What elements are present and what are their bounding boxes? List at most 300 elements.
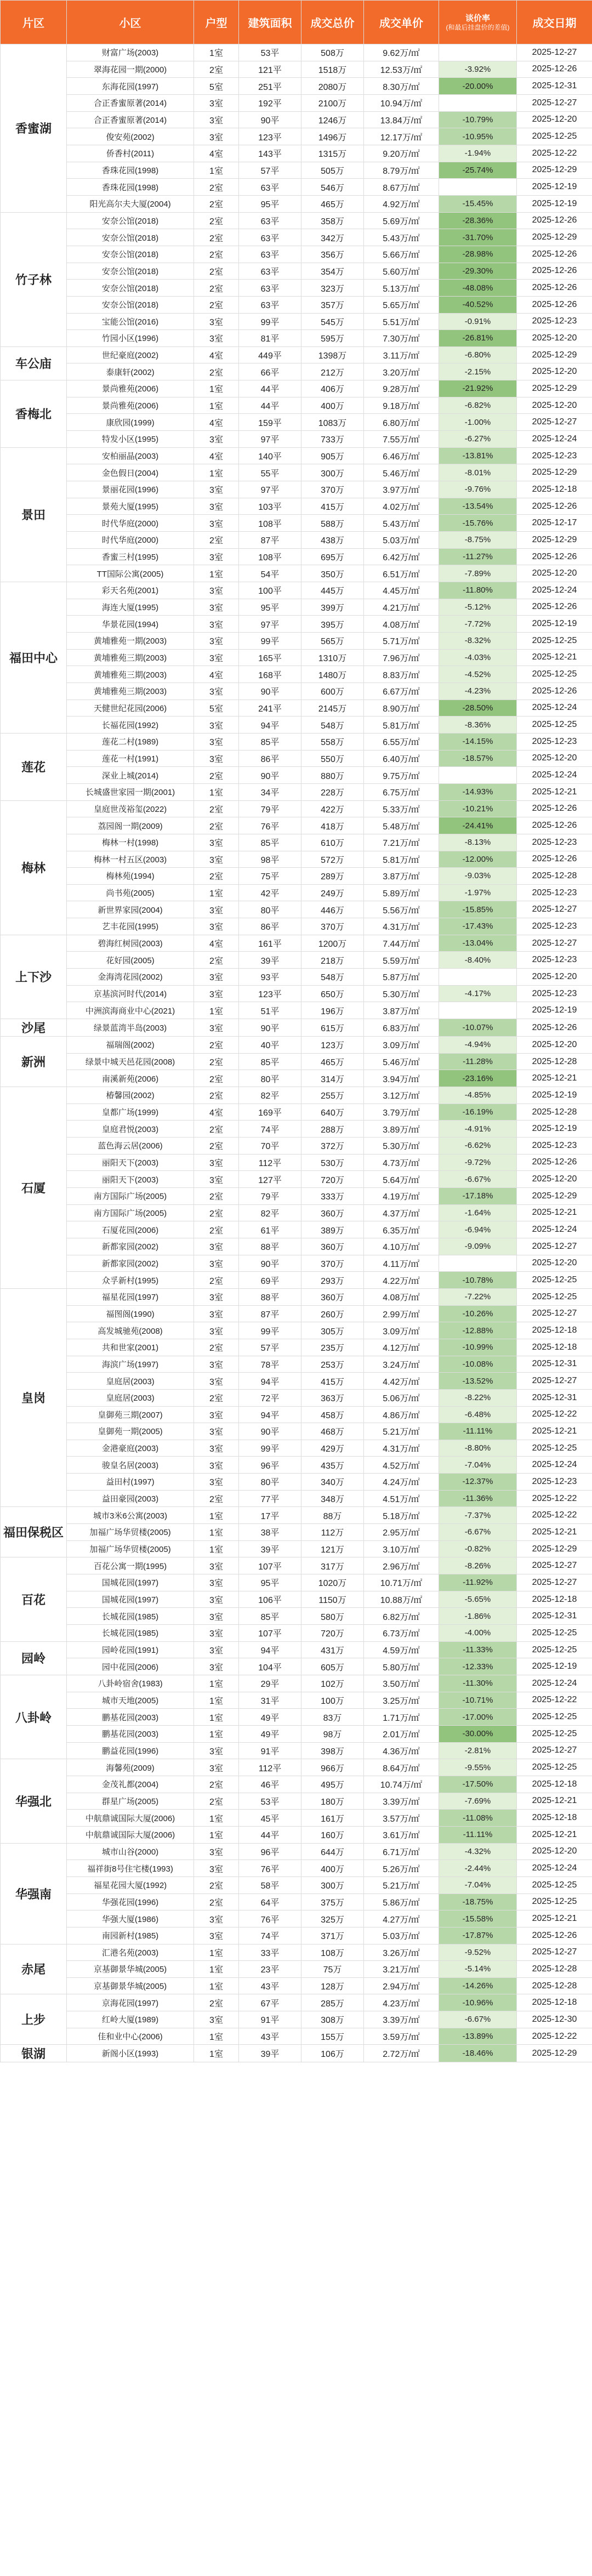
total-price-cell: 2145万 — [301, 700, 364, 716]
date-cell: 2025-12-21 — [517, 649, 592, 666]
unit-price-cell: 5.26万/㎡ — [364, 1860, 439, 1877]
community-cell: 长城花园(1985) — [67, 1625, 194, 1642]
discount-cell: -11.92% — [439, 1574, 517, 1591]
community-cell: 福图阁(1990) — [67, 1305, 194, 1322]
community-cell: 深业上城(2014) — [67, 767, 194, 784]
layout-cell: 4室 — [194, 1104, 239, 1121]
date-cell: 2025-12-29 — [517, 380, 592, 397]
unit-price-cell: 3.61万/㎡ — [364, 1826, 439, 1843]
discount-cell: -4.91% — [439, 1121, 517, 1138]
layout-cell: 1室 — [194, 464, 239, 481]
size-cell: 90平 — [239, 1255, 301, 1272]
layout-cell: 3室 — [194, 632, 239, 649]
layout-cell: 3室 — [194, 1658, 239, 1675]
date-cell: 2025-12-25 — [517, 128, 592, 145]
size-cell: 53平 — [239, 1793, 301, 1810]
total-price-cell: 255万 — [301, 1087, 364, 1104]
unit-price-cell: 6.51万/㎡ — [364, 565, 439, 582]
size-cell: 95平 — [239, 195, 301, 212]
size-cell: 63平 — [239, 246, 301, 263]
size-cell: 95平 — [239, 599, 301, 616]
size-cell: 39平 — [239, 1540, 301, 1557]
date-cell: 2025-12-29 — [517, 532, 592, 549]
community-cell: 新世界家园(2004) — [67, 901, 194, 918]
discount-cell: -4.17% — [439, 985, 517, 1002]
table-row — [1, 515, 592, 532]
table-row — [1, 767, 592, 784]
discount-cell: -10.07% — [439, 1019, 517, 1037]
discount-cell: -4.03% — [439, 649, 517, 666]
community-cell: 皇庭居(2003) — [67, 1373, 194, 1390]
unit-price-cell: 10.74万/㎡ — [364, 1776, 439, 1793]
discount-cell: -8.75% — [439, 532, 517, 549]
community-cell: 时代华庭(2000) — [67, 532, 194, 549]
community-cell: 皇御苑三期(2007) — [67, 1406, 194, 1423]
unit-price-cell: 7.55万/㎡ — [364, 431, 439, 448]
community-cell: 华景花园(1994) — [67, 616, 194, 633]
date-cell: 2025-12-27 — [517, 94, 592, 111]
date-cell: 2025-12-26 — [517, 800, 592, 817]
size-cell: 108平 — [239, 515, 301, 532]
table-row — [1, 1810, 592, 1827]
total-price-cell: 300万 — [301, 1876, 364, 1893]
table-row — [1, 128, 592, 145]
unit-price-cell: 5.71万/㎡ — [364, 632, 439, 649]
size-cell: 38平 — [239, 1524, 301, 1541]
discount-cell: -6.27% — [439, 431, 517, 448]
discount-cell: -10.26% — [439, 1305, 517, 1322]
size-cell: 123平 — [239, 128, 301, 145]
date-cell: 2025-12-29 — [517, 2045, 592, 2062]
total-price-cell: 615万 — [301, 1019, 364, 1037]
date-cell: 2025-12-19 — [517, 1002, 592, 1019]
size-cell: 39平 — [239, 952, 301, 969]
area-cell: 园岭 — [1, 1641, 67, 1675]
unit-price-cell: 10.71万/㎡ — [364, 1574, 439, 1591]
size-cell: 95平 — [239, 1574, 301, 1591]
community-cell: 景丽花园(1996) — [67, 481, 194, 498]
table-row — [1, 582, 592, 599]
community-cell: 皇庭世茂裕玺(2022) — [67, 800, 194, 817]
total-price-cell: 121万 — [301, 1540, 364, 1557]
discount-cell: -15.58% — [439, 1910, 517, 1927]
unit-price-cell: 5.21万/㎡ — [364, 1423, 439, 1440]
unit-price-cell: 10.88万/㎡ — [364, 1591, 439, 1608]
date-cell: 2025-12-29 — [517, 346, 592, 363]
layout-cell: 2室 — [194, 212, 239, 229]
table-row — [1, 1070, 592, 1087]
size-cell: 49平 — [239, 1725, 301, 1742]
size-cell: 61平 — [239, 1221, 301, 1238]
layout-cell: 1室 — [194, 1709, 239, 1726]
unit-price-cell: 3.94万/㎡ — [364, 1070, 439, 1087]
table-row — [1, 1977, 592, 1994]
layout-cell: 1室 — [194, 2028, 239, 2045]
discount-cell: -9.76% — [439, 481, 517, 498]
community-cell: 石厦花园(2006) — [67, 1221, 194, 1238]
date-cell: 2025-12-26 — [517, 498, 592, 515]
discount-cell: -28.98% — [439, 246, 517, 263]
layout-cell: 1室 — [194, 2045, 239, 2062]
unit-price-cell: 4.52万/㎡ — [364, 1457, 439, 1474]
discount-cell: -11.33% — [439, 1641, 517, 1658]
layout-cell: 2室 — [194, 1053, 239, 1070]
date-cell: 2025-12-26 — [517, 851, 592, 868]
community-cell: 海馨苑(2009) — [67, 1759, 194, 1776]
table-row — [1, 2011, 592, 2028]
table-row — [1, 1524, 592, 1541]
community-cell: 福星花园大厦(1992) — [67, 1876, 194, 1893]
discount-cell: -7.37% — [439, 1507, 517, 1524]
total-price-cell: 128万 — [301, 1977, 364, 1994]
unit-price-cell: 6.40万/㎡ — [364, 750, 439, 767]
total-price-cell: 640万 — [301, 1104, 364, 1121]
layout-cell: 3室 — [194, 431, 239, 448]
table-row — [1, 1373, 592, 1390]
size-cell: 108平 — [239, 548, 301, 565]
discount-cell: -6.80% — [439, 346, 517, 363]
table-row — [1, 1742, 592, 1759]
community-cell: 蓝色海云居(2006) — [67, 1138, 194, 1155]
table-row — [1, 447, 592, 464]
community-cell: 尚书苑(2005) — [67, 884, 194, 901]
layout-cell: 3室 — [194, 969, 239, 986]
unit-price-cell: 4.22万/㎡ — [364, 1272, 439, 1289]
total-price-cell: 228万 — [301, 783, 364, 800]
size-cell: 43平 — [239, 1977, 301, 1994]
date-cell: 2025-12-20 — [517, 565, 592, 582]
size-cell: 94平 — [239, 716, 301, 733]
table-row — [1, 61, 592, 78]
table-row — [1, 700, 592, 716]
discount-cell: -15.76% — [439, 515, 517, 532]
total-price-cell: 1315万 — [301, 145, 364, 162]
area-cell: 上下沙 — [1, 935, 67, 1019]
total-price-cell: 371万 — [301, 1927, 364, 1944]
table-row — [1, 1406, 592, 1423]
size-cell: 94平 — [239, 1373, 301, 1390]
community-cell: 东海花园(1997) — [67, 78, 194, 95]
layout-cell: 3室 — [194, 616, 239, 633]
size-cell: 121平 — [239, 61, 301, 78]
date-cell: 2025-12-23 — [517, 985, 592, 1002]
unit-price-cell: 4.73万/㎡ — [364, 1154, 439, 1171]
size-cell: 85平 — [239, 733, 301, 750]
date-cell: 2025-12-26 — [517, 683, 592, 700]
date-cell: 2025-12-31 — [517, 1608, 592, 1625]
unit-price-cell: 4.37万/㎡ — [364, 1204, 439, 1221]
date-cell: 2025-12-20 — [517, 1171, 592, 1188]
discount-cell: -4.23% — [439, 683, 517, 700]
total-price-cell: 106万 — [301, 2045, 364, 2062]
date-cell: 2025-12-26 — [517, 817, 592, 834]
total-price-cell: 572万 — [301, 851, 364, 868]
layout-cell: 1室 — [194, 1540, 239, 1557]
unit-price-cell: 3.25万/㎡ — [364, 1692, 439, 1709]
table-row — [1, 1625, 592, 1642]
table-row — [1, 1322, 592, 1339]
date-cell: 2025-12-28 — [517, 1961, 592, 1978]
discount-cell: -6.62% — [439, 1138, 517, 1155]
unit-price-cell: 5.43万/㎡ — [364, 515, 439, 532]
total-price-cell: 398万 — [301, 1742, 364, 1759]
unit-price-cell: 8.64万/㎡ — [364, 1759, 439, 1776]
size-cell: 75平 — [239, 868, 301, 885]
table-row — [1, 145, 592, 162]
size-cell: 44平 — [239, 397, 301, 414]
discount-cell: -9.72% — [439, 1154, 517, 1171]
size-cell: 17平 — [239, 1507, 301, 1524]
total-price-cell: 235万 — [301, 1339, 364, 1356]
header-unit-price: 成交单价 — [364, 1, 439, 44]
discount-cell: -6.67% — [439, 1524, 517, 1541]
layout-cell: 1室 — [194, 1692, 239, 1709]
community-cell: 荔园阁一期(2009) — [67, 817, 194, 834]
date-cell: 2025-12-26 — [517, 1019, 592, 1037]
unit-price-cell: 8.30万/㎡ — [364, 78, 439, 95]
unit-price-cell: 5.21万/㎡ — [364, 1876, 439, 1893]
layout-cell: 2室 — [194, 817, 239, 834]
total-price-cell: 370万 — [301, 481, 364, 498]
date-cell: 2025-12-27 — [517, 901, 592, 918]
layout-cell: 2室 — [194, 1070, 239, 1087]
size-cell: 67平 — [239, 1994, 301, 2011]
unit-price-cell: 7.96万/㎡ — [364, 649, 439, 666]
date-cell: 2025-12-23 — [517, 918, 592, 935]
date-cell: 2025-12-30 — [517, 2011, 592, 2028]
size-cell: 90平 — [239, 767, 301, 784]
layout-cell: 3室 — [194, 599, 239, 616]
layout-cell: 4室 — [194, 447, 239, 464]
layout-cell: 3室 — [194, 750, 239, 767]
layout-cell: 1室 — [194, 884, 239, 901]
table-row — [1, 94, 592, 111]
total-price-cell: 75万 — [301, 1961, 364, 1978]
unit-price-cell: 2.99万/㎡ — [364, 1305, 439, 1322]
layout-cell: 2室 — [194, 1389, 239, 1406]
total-price-cell: 550万 — [301, 750, 364, 767]
table-row — [1, 952, 592, 969]
layout-cell: 2室 — [194, 195, 239, 212]
date-cell: 2025-12-20 — [517, 111, 592, 128]
total-price-cell: 325万 — [301, 1910, 364, 1927]
size-cell: 449平 — [239, 346, 301, 363]
table-row — [1, 1221, 592, 1238]
table-row — [1, 1389, 592, 1406]
unit-price-cell: 6.82万/㎡ — [364, 1608, 439, 1625]
table-row — [1, 1002, 592, 1019]
layout-cell: 3室 — [194, 1019, 239, 1037]
discount-cell: -13.04% — [439, 935, 517, 952]
table-row — [1, 464, 592, 481]
layout-cell: 3室 — [194, 1927, 239, 1944]
date-cell: 2025-12-29 — [517, 162, 592, 179]
size-cell: 43平 — [239, 2028, 301, 2045]
unit-price-cell: 9.28万/㎡ — [364, 380, 439, 397]
community-cell: 翠海花园一期(2000) — [67, 61, 194, 78]
total-price-cell: 429万 — [301, 1440, 364, 1457]
layout-cell: 2室 — [194, 1272, 239, 1289]
total-price-cell: 98万 — [301, 1725, 364, 1742]
date-cell: 2025-12-24 — [517, 1860, 592, 1877]
community-cell: 香珠花园(1998) — [67, 179, 194, 196]
community-cell: 百花公寓一期(1995) — [67, 1557, 194, 1574]
date-cell: 2025-12-23 — [517, 447, 592, 464]
size-cell: 161平 — [239, 935, 301, 952]
size-cell: 51平 — [239, 1002, 301, 1019]
layout-cell: 1室 — [194, 1675, 239, 1692]
total-price-cell: 1150万 — [301, 1591, 364, 1608]
community-cell: 安奈公馆(2018) — [67, 212, 194, 229]
size-cell: 57平 — [239, 1339, 301, 1356]
header-row — [1, 1, 592, 44]
table-row — [1, 1776, 592, 1793]
community-cell: 安奈公馆(2018) — [67, 296, 194, 313]
header-community: 小区 — [67, 1, 194, 44]
size-cell: 169平 — [239, 1104, 301, 1121]
community-cell: 新都家园(2002) — [67, 1255, 194, 1272]
discount-cell: -18.75% — [439, 1893, 517, 1910]
size-cell: 70平 — [239, 1138, 301, 1155]
date-cell: 2025-12-19 — [517, 1121, 592, 1138]
discount-cell: -12.00% — [439, 851, 517, 868]
size-cell: 54平 — [239, 565, 301, 582]
unit-price-cell: 6.73万/㎡ — [364, 1625, 439, 1642]
table-row — [1, 716, 592, 733]
size-cell: 97平 — [239, 431, 301, 448]
discount-cell: -4.85% — [439, 1087, 517, 1104]
area-cell: 车公庙 — [1, 346, 67, 380]
size-cell: 97平 — [239, 616, 301, 633]
layout-cell: 3室 — [194, 1373, 239, 1390]
layout-cell: 3室 — [194, 733, 239, 750]
unit-price-cell: 4.45万/㎡ — [364, 582, 439, 599]
date-cell: 2025-12-29 — [517, 1187, 592, 1204]
date-cell: 2025-12-25 — [517, 1759, 592, 1776]
date-cell: 2025-12-26 — [517, 548, 592, 565]
unit-price-cell: 3.50万/㎡ — [364, 1675, 439, 1692]
total-price-cell: 249万 — [301, 884, 364, 901]
total-price-cell: 508万 — [301, 44, 364, 61]
unit-price-cell: 5.46万/㎡ — [364, 1053, 439, 1070]
unit-price-cell: 4.86万/㎡ — [364, 1406, 439, 1423]
size-cell: 123平 — [239, 985, 301, 1002]
date-cell: 2025-12-31 — [517, 1389, 592, 1406]
unit-price-cell: 4.31万/㎡ — [364, 1440, 439, 1457]
size-cell: 39平 — [239, 2045, 301, 2062]
unit-price-cell: 4.92万/㎡ — [364, 195, 439, 212]
discount-cell: -12.37% — [439, 1474, 517, 1491]
community-cell: 汇港名苑(2003) — [67, 1944, 194, 1961]
layout-cell: 2室 — [194, 532, 239, 549]
table-row — [1, 380, 592, 397]
size-cell: 57平 — [239, 162, 301, 179]
layout-cell: 2室 — [194, 296, 239, 313]
community-cell: 竹园小区(1996) — [67, 330, 194, 347]
table-row — [1, 1121, 592, 1138]
table-row — [1, 1087, 592, 1104]
size-cell: 49平 — [239, 1709, 301, 1726]
total-price-cell: 695万 — [301, 548, 364, 565]
unit-price-cell: 4.31万/㎡ — [364, 918, 439, 935]
total-price-cell: 1518万 — [301, 61, 364, 78]
discount-cell: -14.93% — [439, 783, 517, 800]
unit-price-cell: 2.95万/㎡ — [364, 1524, 439, 1541]
total-price-cell: 595万 — [301, 330, 364, 347]
discount-cell: -8.01% — [439, 464, 517, 481]
layout-cell: 2室 — [194, 1893, 239, 1910]
total-price-cell: 431万 — [301, 1641, 364, 1658]
total-price-cell: 314万 — [301, 1070, 364, 1087]
discount-cell: -5.12% — [439, 599, 517, 616]
unit-price-cell: 5.46万/㎡ — [364, 464, 439, 481]
layout-cell: 3室 — [194, 481, 239, 498]
table-row — [1, 1507, 592, 1524]
size-cell: 63平 — [239, 296, 301, 313]
table-row — [1, 1557, 592, 1574]
discount-cell: -9.52% — [439, 1944, 517, 1961]
community-cell: 安奈公馆(2018) — [67, 229, 194, 246]
size-cell: 34平 — [239, 783, 301, 800]
area-cell: 福田保税区 — [1, 1507, 67, 1557]
unit-price-cell: 5.87万/㎡ — [364, 969, 439, 986]
community-cell: 华强大厦(1986) — [67, 1910, 194, 1927]
total-price-cell: 363万 — [301, 1389, 364, 1406]
area-cell: 梅林 — [1, 800, 67, 935]
layout-cell: 2室 — [194, 1793, 239, 1810]
date-cell: 2025-12-20 — [517, 1843, 592, 1860]
community-cell: 城市天地(2005) — [67, 1692, 194, 1709]
unit-price-cell: 5.03万/㎡ — [364, 532, 439, 549]
date-cell: 2025-12-26 — [517, 599, 592, 616]
community-cell: 椿馨园(2002) — [67, 1087, 194, 1104]
unit-price-cell: 5.81万/㎡ — [364, 851, 439, 868]
discount-cell: -17.43% — [439, 918, 517, 935]
total-price-cell: 465万 — [301, 1053, 364, 1070]
community-cell: 鹏基花园(2003) — [67, 1725, 194, 1742]
date-cell: 2025-12-27 — [517, 1944, 592, 1961]
unit-price-cell: 3.20万/㎡ — [364, 363, 439, 380]
table-row — [1, 1692, 592, 1709]
community-cell: 黄埔雅苑三期(2003) — [67, 683, 194, 700]
unit-price-cell: 6.46万/㎡ — [364, 447, 439, 464]
community-cell: 安柏丽晶(2003) — [67, 447, 194, 464]
layout-cell: 2室 — [194, 1187, 239, 1204]
layout-cell: 3室 — [194, 1742, 239, 1759]
size-cell: 66平 — [239, 363, 301, 380]
layout-cell: 2室 — [194, 280, 239, 297]
community-cell: 黄埔雅苑三期(2003) — [67, 666, 194, 683]
total-price-cell: 389万 — [301, 1221, 364, 1238]
area-cell: 竹子林 — [1, 212, 67, 346]
table-row — [1, 1725, 592, 1742]
community-cell: 景尚雅苑(2006) — [67, 397, 194, 414]
unit-price-cell: 5.30万/㎡ — [364, 985, 439, 1002]
area-cell: 银湖 — [1, 2045, 67, 2062]
discount-cell: -21.92% — [439, 380, 517, 397]
community-cell: 新阁小区(1993) — [67, 2045, 194, 2062]
total-price-cell: 293万 — [301, 1272, 364, 1289]
date-cell: 2025-12-25 — [517, 1625, 592, 1642]
size-cell: 112平 — [239, 1154, 301, 1171]
size-cell: 192平 — [239, 94, 301, 111]
date-cell: 2025-12-20 — [517, 1255, 592, 1272]
layout-cell: 2室 — [194, 1339, 239, 1356]
date-cell: 2025-12-27 — [517, 935, 592, 952]
community-cell: 南园新村(1985) — [67, 1927, 194, 1944]
table-row — [1, 263, 592, 280]
table-row — [1, 1994, 592, 2011]
